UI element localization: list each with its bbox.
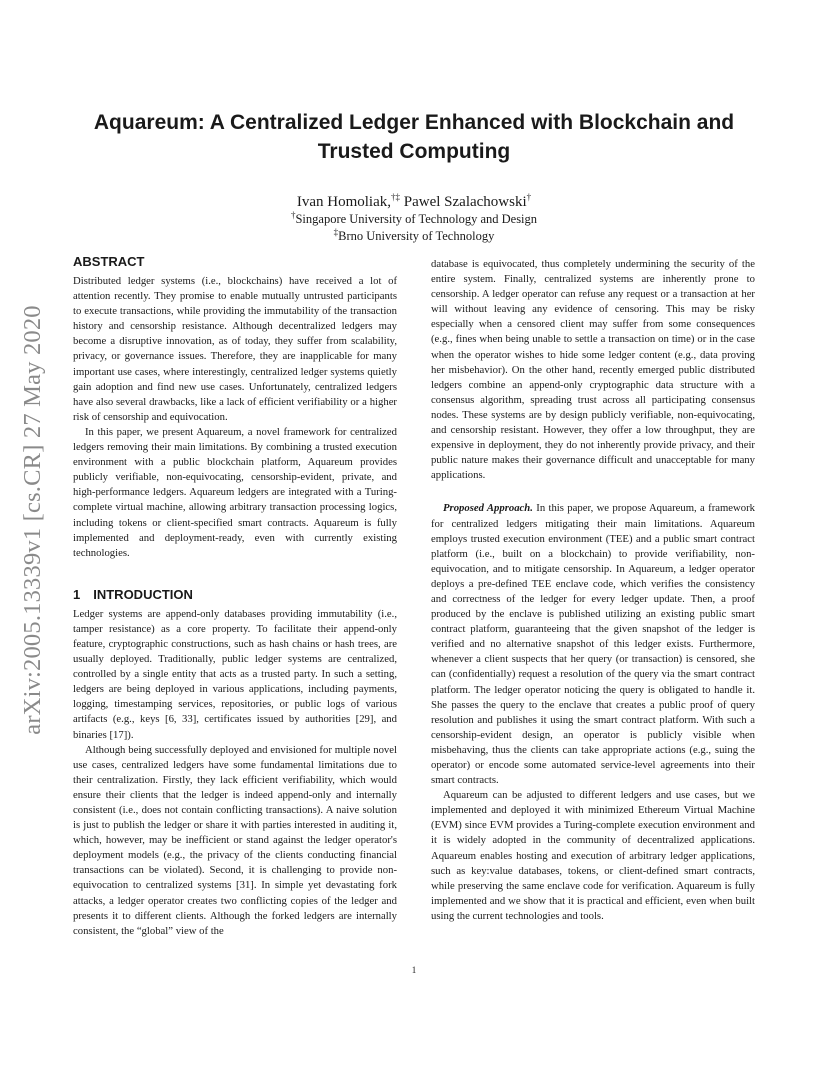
paper-title: Aquareum: A Centralized Ledger Enhanced with Blockchain and Trusted Computing xyxy=(93,111,735,163)
paragraph: Although being successfully deployed and envisioned for multiple novel use cases, centralized ledgers have some fundamental limitations due to their centralization. Firstly, they lack efficient verifiability, which would ensure their clients that the ledger is indeed append-only and internally consistent (i.e., does not contain conflicting transactions). A naive solution is just to publish the ledger or share it with parties interested in auditing it, which, however, may be inefficient or stand against the ledger operator's deployment models (e.g., the privacy of the clients conducting financial transactions can be violated). Second, it is challenging to provide non-equivocation to centralized systems [31]. In simple yet devastating fork attacks, a ledger operator creates two conflicting copies of the ledger and presents it to different clients. Although the forked ledgers are internally consistent, the “global” view of the xyxy=(73,743,397,937)
author-list xyxy=(60,192,768,212)
abstract-heading: ABSTRACT xyxy=(73,254,145,269)
affiliation-mark: † xyxy=(290,209,296,220)
affiliation-mark: ‡ xyxy=(333,226,339,237)
paragraph-continuation: database is equivocated, thus completely undermining the security of the entire system. Finally, centralized systems are inherently prone to censorship. A ledger operator can refuse any request or a transaction at her will without leaving any evidence of censoring. This may be risky especially when a censored client may suffer from some consequences (e.g., fines when being unable to settle a transaction on time) or in the case when the operator wishes to hide some ledger content (e.g., data proving her misbehavior). On the other hand, recently emerged public distributed ledgers combine an append-only cryptographic data structure with a consensus algorithm, spreading trust across all participating consensus nodes. These systems are by design publicly verifiable, non-equivocating, and censorship resistant. However, they offer a low throughput, they are expensive in deployment, they do not inherently provide privacy, and their public nature makes their governance difficult and unacceptable for many applications. xyxy=(431,258,755,482)
abstract-body xyxy=(73,274,397,561)
paragraph-text: In this paper, we propose Aquareum, a framework for centralized ledgers mitigating their main limitations. Aquareum employs trusted execution environment (TEE) and a public smart contract platform (i.e., built on a blockchain) to provide verifiability, non-equivocation, and to mitigate censorship. In Aquareum, a ledger operator deploys a pre-defined TEE enclave code, which verifies the consistency and correctness of the ledger for every ledger update. Then, a proof produced by the enclave is published utilizing an existing public smart contract platform, guaranteeing that the given snapshot of the ledger is verified and no alternative snapshot of this ledger exists. Furthermore, whenever a client suspects that her query (or transaction) is censored, she can (confidentially) request a resolution of the query via the smart contract platform. The ledger operator noticing the query is obligated to handle it. She passes the query to the enclave that creates a public proof of query resolution and publishes it using the smart contract platform. With such a censorship-evident design, an operator is publicly visible when misbehaving, thus the clients can take appropriate actions (e.g., suing the operator) or encode some automated service-level agreements into their smart contracts. xyxy=(431,502,756,787)
affiliation xyxy=(60,211,768,227)
paragraph: Distributed ledger systems (i.e., blockchains) have received a lot of attention recently. They promise to enable mutually untrusted participants to execute transactions, while providing the immutability of the transaction history and censorship resistance. Although decentralized ledgers may become a disruptive innovation, as of today, they suffer from scalability, privacy, or governance issues. Therefore, they are inapplicable for many important use cases, where interestingly, centralized ledger systems quietly gain adoption and find new use cases. Unfortunately, centralized ledgers have also several drawbacks, like a lack of efficient verifiability or a higher risk of censorship and equivocation. xyxy=(73,275,397,423)
left-column xyxy=(73,254,397,939)
paragraph: In this paper, we present Aquareum, a novel framework for centralized ledgers removing their main limitations. By combining a trusted execution environment with a public blockchain platform, Aquareum provides publicly verifiable, non-equivocating, censorship-evident, private, and high-performance ledgers. Aquareum ledgers are integrated with a Turing-complete virtual machine, allowing arbitrary transaction processing logics, including tokens or client-specified smart contracts. Aquareum is fully implemented and deployment-ready, even with currently existing technologies. xyxy=(73,425,397,559)
section-title: INTRODUCTION xyxy=(93,586,193,602)
author-affiliation-mark: †‡ xyxy=(391,192,400,202)
arxiv-identifier: arXiv:2005.13339v1 [cs.CR] 27 May 2020 xyxy=(19,305,47,735)
author-name: Pawel Szalachowski xyxy=(403,194,527,210)
paragraph: Ledger systems are append-only databases providing immutability (i.e., tamper resistance) as a core property. To facilitate their append-only feature, cryptographic constructions, such as hash chains or hash trees, are usually deployed. Traditionally, public ledger systems are centralized, controlled by a single entity that acts as a trusted party. In such a setting, ledgers are being deployed in various applications, including payments, logging, timestamping services, repositories, or public logs of various artifacts (e.g., keys [6, 33], certificates issued by authorities [29], and binaries [17]). xyxy=(73,607,397,741)
run-in-heading: Proposed Approach. xyxy=(443,502,533,515)
right-column xyxy=(431,257,755,924)
affiliation-name: Brno University of Technology xyxy=(338,229,495,243)
paragraph: Aquareum can be adjusted to different ledgers and use cases, but we implemented and deployed it with minimized Ethereum Virtual Machine (EVM) since EVM provides a Turing-complete execution environment and it is widely adopted in the community of decentralized applications. Aquareum enables hosting and execution of arbitrary ledger applications, such as key:value databases, tokens, or client-defined smart contracts, while preserving the same enclave code for verification. Aquareum is fully implemented and we show that it is practical and efficient, even when built using the current technologies and tools. xyxy=(431,789,755,922)
section-number: 1 xyxy=(73,586,81,602)
affiliation-name: Singapore University of Technology and Design xyxy=(295,212,538,226)
paragraph xyxy=(431,501,755,788)
section-body xyxy=(73,607,397,939)
arxiv-sidebar-stamp xyxy=(16,280,50,760)
author-name: Ivan Homoliak, xyxy=(296,194,391,210)
section-heading xyxy=(73,587,397,603)
author-affiliation-mark: † xyxy=(526,192,532,202)
affiliation xyxy=(60,228,768,244)
page-number: 1 xyxy=(411,965,417,975)
